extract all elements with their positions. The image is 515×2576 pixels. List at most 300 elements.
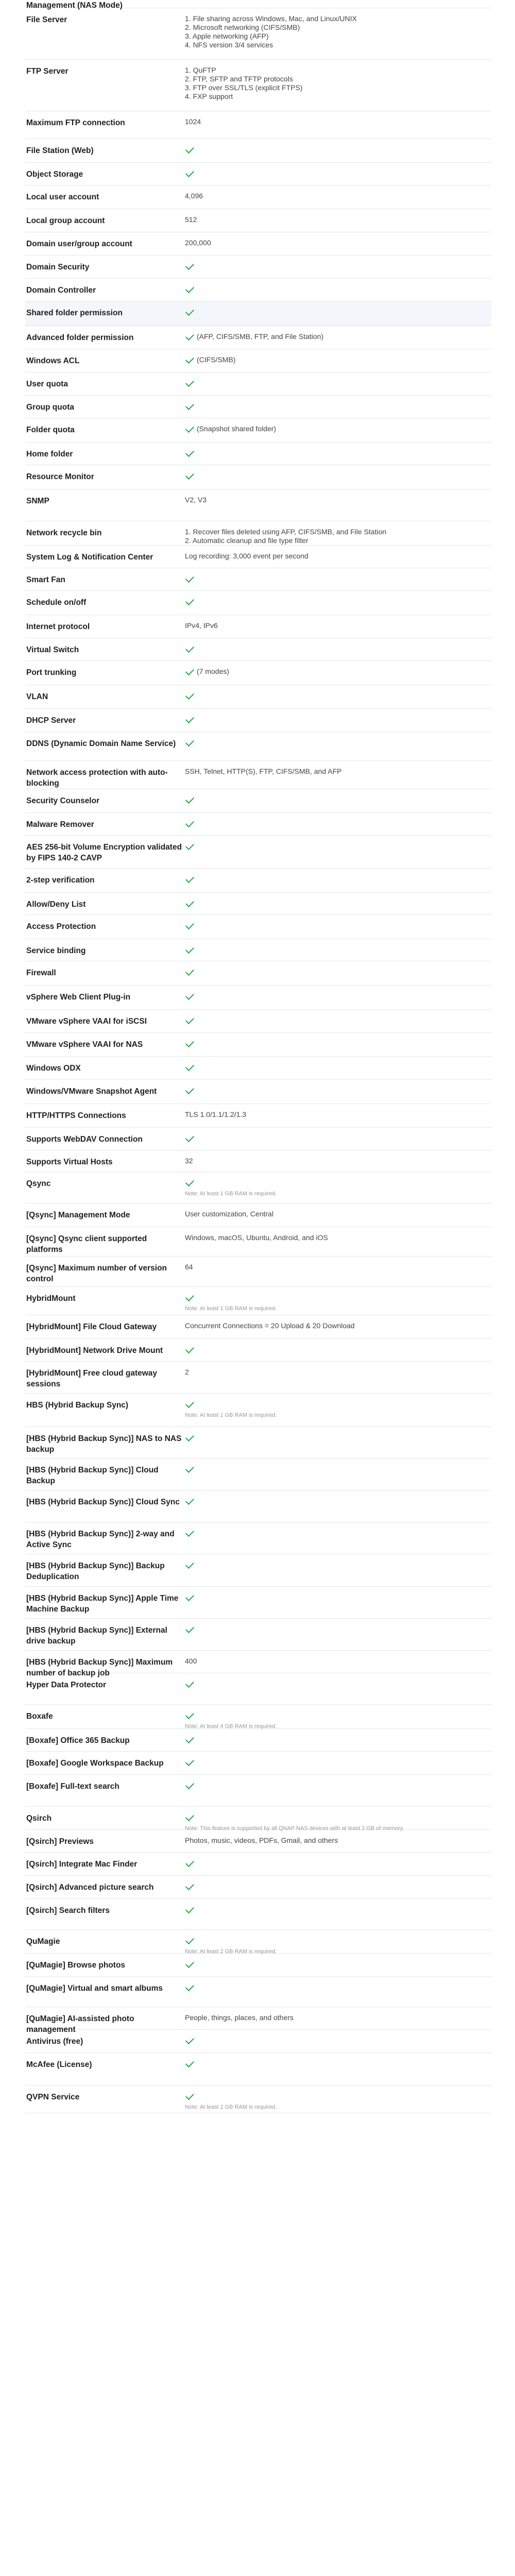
spec-value-line: 64: [185, 1263, 193, 1271]
spec-row-virtual-switch: [25, 638, 491, 661]
check-line: [185, 449, 491, 458]
spec-value: [185, 1368, 491, 1377]
checkmark-icon: [185, 261, 194, 270]
check-detail: (Snapshot shared folder): [197, 425, 277, 433]
spec-name: QVPN Service: [26, 2093, 80, 2102]
spec-name: Internet protocol: [26, 622, 90, 631]
checkmark-icon: [185, 145, 194, 154]
spec-row-local-user-account: [25, 185, 491, 209]
spec-row-qsirch-advanced-picture-search: [25, 1876, 491, 1899]
spec-name: Home folder: [26, 450, 73, 459]
spec-name: [Qsirch] Search filters: [26, 1906, 110, 1915]
spec-name: Port trunking: [26, 668, 77, 677]
checkmark-icon: [185, 1133, 194, 1142]
spec-note: Note: At least 2 GB RAM is required.: [185, 1948, 277, 1955]
spec-value: [185, 1157, 491, 1165]
checkmark-icon: [185, 1982, 194, 1991]
spec-name: System Log & Notification Center: [26, 553, 153, 562]
checkmark-icon: [185, 597, 194, 605]
spec-value: [185, 262, 491, 271]
checkmark-icon: [185, 424, 194, 433]
checkmark-icon: [185, 378, 194, 387]
spec-name: [QuMagie] AI-assisted photo management: [26, 2014, 134, 2034]
check-line: [185, 2059, 491, 2069]
spec-name: Network access protection with auto-blocking: [26, 768, 168, 788]
spec-row-system-log-notification-center: [25, 546, 491, 568]
spec-value: [185, 169, 491, 178]
spec-row-hybridmount-network-drive-mount: [25, 1339, 491, 1362]
spec-name: Domain Security: [26, 263, 90, 272]
checkmark-icon: [185, 1936, 194, 1944]
checkmark-icon: [185, 355, 194, 364]
spec-value: [185, 215, 491, 224]
spec-name: Antivirus (free): [26, 2037, 83, 2046]
spec-row-hbs-hybrid-backup-sync-cloud-backup: [25, 1459, 491, 1490]
spec-value: [185, 308, 491, 317]
spec-name: [QuMagie] Browse photos: [26, 1961, 126, 1970]
spec-row-qumagie-virtual-and-smart-albums: [25, 1977, 491, 2007]
check-line: [185, 1936, 491, 1945]
checkmark-icon: [185, 795, 194, 804]
spec-row-resource-monitor: [25, 465, 491, 489]
check-line: [185, 1016, 491, 1025]
check-line: [185, 1593, 491, 1602]
spec-name: Maximum FTP connection: [26, 118, 125, 127]
check-detail: (7 modes): [197, 667, 230, 675]
check-line: [185, 332, 491, 342]
checkmark-icon: [185, 715, 194, 723]
check-line: [185, 667, 491, 676]
spec-value: [185, 1016, 491, 1025]
spec-name: FTP Server: [26, 67, 68, 76]
spec-name: Local user account: [26, 193, 99, 201]
spec-name: [Qsync] Maximum number of version control: [26, 1264, 167, 1283]
spec-value: [185, 1465, 491, 1474]
spec-name: Virtual Switch: [26, 646, 79, 654]
spec-name: SNMP: [26, 497, 49, 505]
checkmark-icon: [185, 574, 194, 583]
check-line: [185, 1905, 491, 1914]
checkmark-icon: [185, 1039, 194, 1047]
spec-name: McAfee (License): [26, 2060, 92, 2069]
spec-row-windows-vmware-snapshot-agent: [25, 1080, 491, 1104]
check-line: [185, 1758, 491, 1767]
check-line: [185, 1983, 491, 1992]
checkmark-icon: [185, 1293, 194, 1301]
section-header: [25, 0, 491, 8]
spec-name: DHCP Server: [26, 716, 76, 725]
spec-row-hybridmount-free-cloud-gateway-sessions: [25, 1362, 491, 1394]
spec-value-line: 1024: [185, 117, 201, 126]
spec-name: [HybridMount] Free cloud gateway sessions: [26, 1369, 158, 1388]
check-line: [185, 1433, 491, 1443]
check-line: [185, 1178, 491, 1188]
checkmark-icon: [185, 1882, 194, 1890]
checkmark-icon: [185, 1528, 194, 1537]
spec-value: [185, 1735, 491, 1744]
checkmark-icon: [185, 1592, 194, 1601]
spec-name: Network recycle bin: [26, 529, 102, 537]
spec-value: [185, 921, 491, 930]
spec-value: [185, 1813, 491, 1832]
spec-name: Malware Remover: [26, 820, 94, 829]
spec-row-qsync-qsync-client-supported-platforms: [25, 1227, 491, 1257]
spec-value: [185, 1063, 491, 1072]
check-line: [185, 1345, 491, 1354]
spec-row-hbs-hybrid-backup-sync: [25, 1394, 491, 1427]
spec-name: [Qsync] Qsync client supported platforms: [26, 1234, 147, 1254]
spec-value: [185, 667, 491, 676]
checkmark-icon: [185, 691, 194, 700]
checkmark-icon: [185, 2059, 194, 2067]
checkmark-icon: [185, 1560, 194, 1569]
spec-value: [185, 1321, 491, 1330]
spec-value: [185, 2013, 491, 2022]
check-line: [185, 2092, 491, 2101]
checkmark-icon: [185, 2091, 194, 2100]
checkmark-icon: [185, 1735, 194, 1743]
checkmark-icon: [185, 1624, 194, 1633]
spec-value: [185, 1625, 491, 1634]
checkmark-icon: [185, 1781, 194, 1789]
spec-note: Note: At least 1 GB RAM is required.: [185, 1306, 277, 1312]
spec-value: [185, 842, 491, 851]
spec-name: File Server: [26, 15, 67, 24]
spec-value-line: 2: [185, 1368, 189, 1376]
spec-row-hybridmount: [25, 1287, 491, 1315]
spec-name: [HBS (Hybrid Backup Sync)] 2-way and Active Sync: [26, 1530, 175, 1549]
check-line: [185, 1781, 491, 1790]
spec-row-qumagie-ai-assisted-photo-management: [25, 2007, 491, 2034]
spec-value-line: 2. Microsoft networking (CIFS/SMB): [185, 23, 300, 31]
checkmark-icon: [185, 448, 194, 457]
check-line: [185, 1400, 491, 1409]
spec-row-file-server: [25, 8, 491, 60]
spec-value: [185, 471, 491, 481]
checkmark-icon: [185, 471, 194, 480]
checkmark-icon: [185, 874, 194, 883]
spec-value-line: IPv4, IPv6: [185, 621, 218, 630]
spec-value: [185, 402, 491, 411]
spec-value-line: 200,000: [185, 239, 211, 247]
spec-value: [185, 645, 491, 654]
check-line: [185, 1735, 491, 1744]
spec-value: [185, 1711, 491, 1730]
check-line: [185, 1561, 491, 1570]
spec-name: [Qsync] Management Mode: [26, 1211, 130, 1219]
check-line: [185, 379, 491, 388]
spec-value: [185, 117, 491, 126]
spec-name: Windows ACL: [26, 357, 80, 365]
check-line: [185, 169, 491, 178]
section-title: Management (NAS Mode): [26, 1, 123, 10]
spec-row-vlan: [25, 685, 491, 709]
spec-row-vmware-vsphere-vaai-for-iscsi: [25, 1010, 491, 1033]
spec-value: [185, 2059, 491, 2069]
spec-name: Qsync: [26, 1179, 51, 1188]
spec-row-hbs-hybrid-backup-sync-nas-to-nas-backup: [25, 1427, 491, 1459]
checkmark-icon: [185, 644, 194, 653]
spec-value: [185, 1529, 491, 1538]
check-line: [185, 145, 491, 155]
check-line: [185, 355, 491, 365]
check-line: [185, 715, 491, 724]
spec-row-ddns-dynamic-domain-name-service: [25, 732, 491, 761]
check-line: [185, 262, 491, 271]
spec-name: [Qsirch] Previews: [26, 1837, 94, 1846]
spec-value: [185, 1134, 491, 1143]
spec-name: [HBS (Hybrid Backup Sync)] Apple Time Machine Backup: [26, 1594, 179, 1614]
spec-value: [185, 1110, 491, 1119]
check-line: [185, 425, 491, 434]
check-line: [185, 738, 491, 748]
check-line: [185, 1859, 491, 1868]
check-line: [185, 992, 491, 1001]
spec-name: Service binding: [26, 946, 86, 955]
spec-row-supports-webdav-connection: [25, 1128, 491, 1150]
spec-name: Windows/VMware Snapshot Agent: [26, 1087, 157, 1096]
checkmark-icon: [185, 1959, 194, 1968]
spec-row-ftp-server: [25, 60, 491, 111]
spec-name: [Qsirch] Integrate Mac Finder: [26, 1860, 138, 1869]
spec-value: [185, 1210, 491, 1218]
spec-value: [185, 1836, 491, 1845]
checkmark-icon: [185, 841, 194, 850]
spec-name: VMware vSphere VAAI for iSCSI: [26, 1017, 147, 1026]
spec-name: Security Counselor: [26, 796, 100, 805]
spec-value-line: 32: [185, 1157, 193, 1165]
spec-row-supports-virtual-hosts: [25, 1150, 491, 1172]
check-line: [185, 471, 491, 481]
spec-name: [QuMagie] Virtual and smart albums: [26, 1984, 163, 1993]
checkmark-icon: [185, 1757, 194, 1766]
check-line: [185, 819, 491, 828]
spec-name: Schedule on/off: [26, 598, 87, 607]
spec-row-vmware-vsphere-vaai-for-nas: [25, 1033, 491, 1057]
spec-name: HybridMount: [26, 1294, 76, 1303]
check-line: [185, 921, 491, 930]
spec-name: [HybridMount] Network Drive Mount: [26, 1346, 163, 1355]
spec-value-line: 3. FTP over SSL/TLS (explicit FTPS): [185, 83, 303, 92]
spec-row-qsirch-previews: [25, 1830, 491, 1853]
spec-value-line: 4. FXP support: [185, 92, 233, 100]
spec-row-network-access-protection-with-auto-blocking: [25, 761, 491, 789]
checkmark-icon: [185, 1086, 194, 1094]
spec-value: [185, 66, 491, 101]
spec-note: Note: At least 4 GB RAM is required.: [185, 1723, 277, 1730]
spec-name: Group quota: [26, 403, 74, 412]
checkmark-icon: [185, 1015, 194, 1024]
checkmark-icon: [185, 1062, 194, 1071]
check-line: [185, 899, 491, 908]
spec-value: [185, 1983, 491, 1992]
spec-name: [Boxafe] Google Workspace Backup: [26, 1759, 164, 1768]
spec-value: [185, 795, 491, 805]
spec-row-vsphere-web-client-plug-in: [25, 986, 491, 1010]
checkmark-icon: [185, 738, 194, 747]
spec-value: [185, 1593, 491, 1602]
spec-row-home-folder: [25, 443, 491, 465]
checkmark-icon: [185, 1905, 194, 1913]
spec-row-maximum-ftp-connection: [25, 111, 491, 139]
spec-value-line: 4,096: [185, 192, 203, 200]
check-line: [185, 875, 491, 884]
spec-name: vSphere Web Client Plug-in: [26, 993, 131, 1002]
spec-row-shared-folder-permission: [25, 301, 491, 326]
spec-value: [185, 1960, 491, 1969]
spec-value-line: V2, V3: [185, 496, 207, 504]
spec-value: [185, 528, 491, 545]
checkmark-icon: [185, 967, 194, 976]
spec-value-line: 1. QuFTP: [185, 66, 216, 74]
spec-value: [185, 875, 491, 884]
checkmark-icon: [185, 1812, 194, 1821]
spec-value-line: Windows, macOS, Ubuntu, Android, and iOS: [185, 1233, 328, 1242]
checkmark-icon: [185, 945, 194, 954]
spec-value-line: 3. Apple networking (AFP): [185, 32, 269, 40]
spec-row-service-binding: [25, 939, 491, 961]
spec-name: [HBS (Hybrid Backup Sync)] Maximum number of backup job: [26, 1658, 173, 1677]
spec-value-line: 2. Automatic cleanup and file type filter: [185, 536, 308, 545]
check-detail: (AFP, CIFS/SMB, FTP, and File Station): [197, 332, 324, 341]
spec-row-boxafe-office-365-backup: [25, 1729, 491, 1752]
spec-value: [185, 1497, 491, 1506]
spec-row-hbs-hybrid-backup-sync-apple-time-machine-backup: [25, 1587, 491, 1619]
spec-row-user-quota: [25, 372, 491, 396]
spec-row-windows-acl: [25, 349, 491, 372]
spec-value-line: People, things, places, and others: [185, 2013, 294, 2022]
checkmark-icon: [185, 1858, 194, 1867]
spec-value: [185, 1039, 491, 1048]
checkmark-icon: [185, 1710, 194, 1719]
spec-row-hbs-hybrid-backup-sync-external-drive-backup: [25, 1619, 491, 1651]
spec-name: Local group account: [26, 216, 105, 225]
spec-value: [185, 1859, 491, 1868]
spec-row-boxafe: [25, 1705, 491, 1729]
checkmark-icon: [185, 667, 194, 675]
spec-row-qvpn-service: [25, 2086, 491, 2113]
spec-value-line: 400: [185, 1657, 197, 1665]
spec-value: [185, 552, 491, 561]
spec-value-line: 1. File sharing across Windows, Mac, and Linux/UNIX: [185, 14, 357, 23]
spec-row-qsirch-integrate-mac-finder: [25, 1853, 491, 1876]
check-line: [185, 1465, 491, 1474]
check-line: [185, 645, 491, 654]
spec-name: HTTP/HTTPS Connections: [26, 1111, 126, 1120]
spec-name: AES 256-bit Volume Encryption validated by FIPS 140-2 CAVP: [26, 843, 182, 862]
spec-value: [185, 192, 491, 200]
spec-name: Boxafe: [26, 1712, 53, 1721]
spec-row-mcafee-license: [25, 2053, 491, 2086]
spec-value: [185, 1882, 491, 1891]
spec-value: [185, 496, 491, 504]
spec-value: [185, 285, 491, 294]
spec-value: [185, 899, 491, 908]
spec-name: QuMagie: [26, 1937, 60, 1946]
spec-value: [185, 145, 491, 155]
spec-row-folder-quota: [25, 418, 491, 443]
spec-value: [185, 968, 491, 977]
spec-row-hyper-data-protector: [25, 1673, 491, 1705]
spec-value: [185, 1400, 491, 1419]
spec-row-qumagie-browse-photos: [25, 1954, 491, 1977]
spec-value: [185, 767, 491, 776]
spec-row-group-quota: [25, 396, 491, 418]
spec-value: [185, 1345, 491, 1354]
spec-row-hbs-hybrid-backup-sync-backup-deduplication: [25, 1554, 491, 1587]
checkmark-icon: [185, 2036, 194, 2044]
spec-name: [HBS (Hybrid Backup Sync)] NAS to NAS backup: [26, 1434, 182, 1454]
spec-row-snmp: [25, 489, 491, 521]
checkmark-icon: [185, 1345, 194, 1353]
spec-row-qsirch-search-filters: [25, 1899, 491, 1930]
checkmark-icon: [185, 899, 194, 907]
spec-value-line: 2. FTP, SFTP and TFTP protocols: [185, 75, 293, 83]
spec-row-qumagie: [25, 1930, 491, 1954]
spec-name: Shared folder permission: [26, 309, 123, 317]
spec-name: Resource Monitor: [26, 472, 94, 481]
spec-row-malware-remover: [25, 813, 491, 836]
check-line: [185, 574, 491, 584]
spec-name: Smart Fan: [26, 575, 65, 584]
checkmark-icon: [185, 401, 194, 410]
check-line: [185, 795, 491, 805]
spec-value: [185, 738, 491, 748]
spec-name: DDNS (Dynamic Domain Name Service): [26, 739, 176, 748]
checkmark-icon: [185, 1399, 194, 1408]
spec-name: Access Protection: [26, 922, 96, 931]
spec-row-hbs-hybrid-backup-sync-2-way-and-active-sync: [25, 1522, 491, 1554]
spec-row-domain-user-group-account: [25, 232, 491, 256]
check-line: [185, 1293, 491, 1302]
check-detail: (CIFS/SMB): [197, 355, 236, 364]
spec-row-smart-fan: [25, 568, 491, 591]
spec-name: HBS (Hybrid Backup Sync): [26, 1401, 129, 1410]
spec-value-line: TLS 1.0/1.1/1.2/1.3: [185, 1110, 247, 1118]
spec-value: [185, 1758, 491, 1767]
spec-name: [HBS (Hybrid Backup Sync)] External drive backup: [26, 1626, 167, 1646]
spec-value: [185, 1905, 491, 1914]
spec-value: [185, 1233, 491, 1242]
spec-name: Firewall: [26, 969, 56, 977]
spec-value: [185, 1561, 491, 1570]
spec-value: [185, 449, 491, 458]
spec-note: Note: At least 1 GB RAM is required.: [185, 1191, 277, 1197]
spec-value: [185, 1680, 491, 1689]
spec-value: [185, 621, 491, 630]
spec-value: [185, 574, 491, 584]
spec-row-allow-deny-list: [25, 893, 491, 915]
spec-row-hbs-hybrid-backup-sync-maximum-number-of-backup-job: [25, 1651, 491, 1677]
check-line: [185, 1625, 491, 1634]
check-line: [185, 691, 491, 701]
spec-name: Allow/Deny List: [26, 900, 86, 909]
spec-value: [185, 715, 491, 724]
spec-row-object-storage: [25, 163, 491, 185]
checkmark-icon: [185, 284, 194, 293]
check-line: [185, 1680, 491, 1689]
spec-value: [185, 992, 491, 1001]
check-line: [185, 1882, 491, 1891]
spec-row-dhcp-server: [25, 709, 491, 732]
spec-row-network-recycle-bin: [25, 521, 491, 546]
spec-row-advanced-folder-permission: [25, 326, 491, 349]
checkmark-icon: [185, 1496, 194, 1505]
spec-row-hybridmount-file-cloud-gateway: [25, 1315, 491, 1339]
spec-name: Windows ODX: [26, 1064, 81, 1073]
spec-row-2-step-verification: [25, 869, 491, 893]
spec-value: [185, 1178, 491, 1197]
